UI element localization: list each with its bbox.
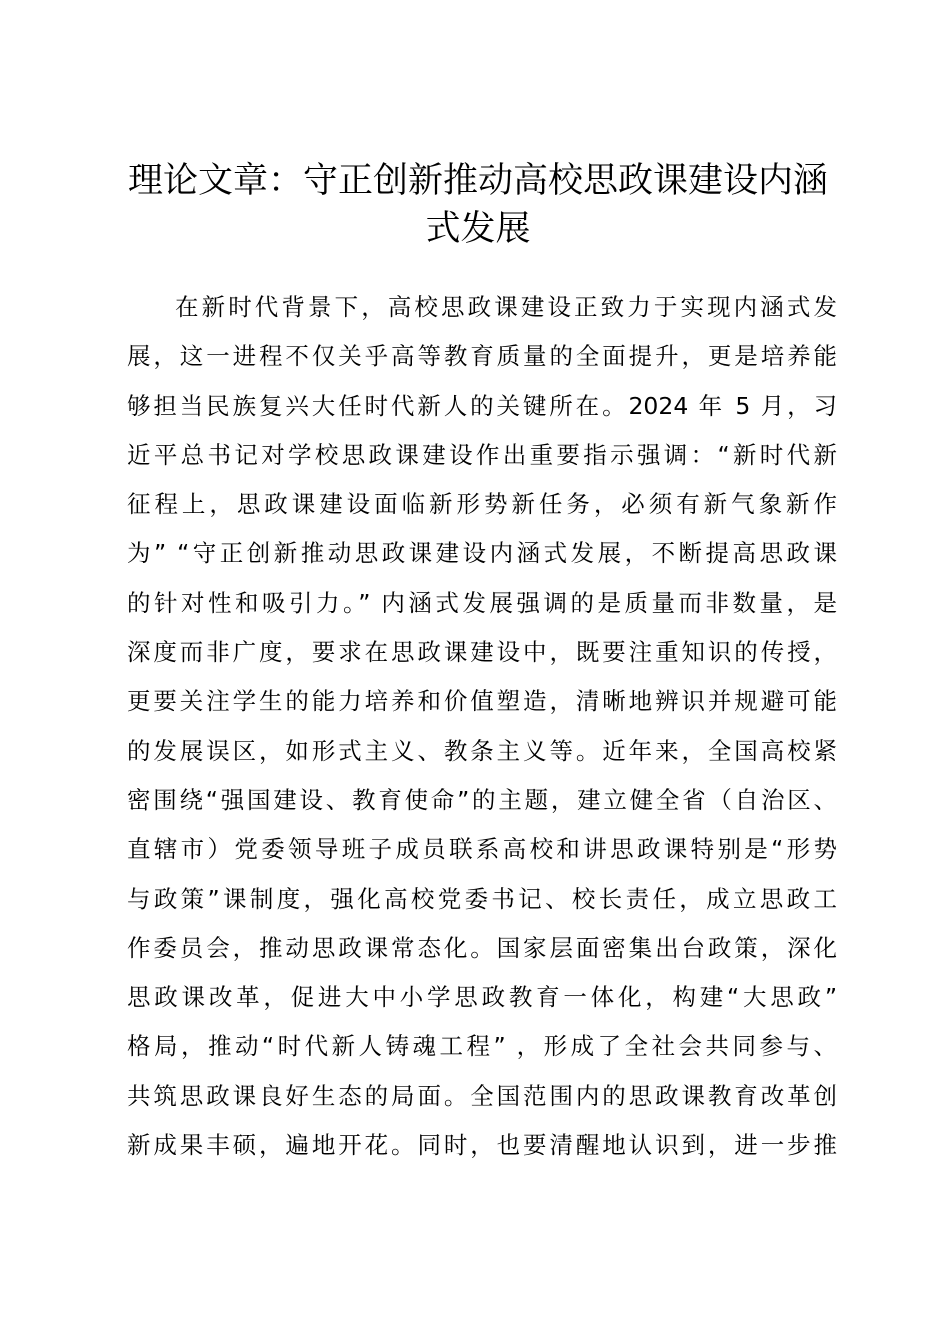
body-line: 近平总书记对学校思政课建设作出重要指示强调：“新时代新 bbox=[127, 440, 837, 469]
title-line-1: 理论文章：守正创新推动高校思政课建设内涵 bbox=[127, 161, 828, 201]
body-line: 在新时代背景下，高校思政课建设正致力于实现内涵式发 bbox=[175, 293, 837, 321]
body-line: 征程上，思政课建设面临新形势新任务，必须有新气象新作 bbox=[127, 490, 837, 519]
body-line: 直辖市）党委领导班子成员联系高校和讲思政课特别是“形势 bbox=[127, 835, 837, 864]
body-line: 思政课改革，促进大中小学思政教育一体化，构建“大思政” bbox=[127, 983, 837, 1012]
body-line: 更要关注学生的能力培养和价值塑造，清晰地辨识并规避可能 bbox=[127, 687, 837, 716]
body-line: 作委员会，推动思政课常态化。国家层面密集出台政策，深化 bbox=[127, 933, 837, 962]
body-line: 展，这一进程不仅关乎高等教育质量的全面提升，更是培养能 bbox=[127, 342, 837, 371]
body-line: 与政策”课制度，强化高校党委书记、校长责任，成立思政工 bbox=[127, 884, 837, 913]
body-line: 共筑思政课良好生态的局面。全国范围内的思政课教育改革创 bbox=[127, 1081, 837, 1110]
body-line: 新成果丰硕，遍地开花。同时，也要清醒地认识到，进一步推 bbox=[127, 1131, 837, 1160]
body-line: 深度而非广度，要求在思政课建设中，既要注重知识的传授， bbox=[127, 638, 837, 667]
body-line: 密围绕“强国建设、教育使命”的主题，建立健全省（自治区、 bbox=[127, 785, 837, 814]
body-line: 格局，推动“时代新人铸魂工程” ，形成了全社会共同参与、 bbox=[127, 1032, 837, 1061]
body-line: 的针对性和吸引力。” 内涵式发展强调的是质量而非数量，是 bbox=[127, 588, 837, 617]
body-line: 的发展误区，如形式主义、教条主义等。近年来，全国高校紧 bbox=[127, 736, 837, 765]
body-line: 够担当民族复兴大任时代新人的关键所在。2024 年 5 月，习 bbox=[127, 391, 837, 420]
title-line-2: 式发展 bbox=[425, 209, 531, 249]
document-title bbox=[120, 157, 836, 253]
body-line: 为” “守正创新推动思政课建设内涵式发展，不断提高思政课 bbox=[127, 539, 837, 568]
article-body bbox=[127, 283, 837, 1170]
